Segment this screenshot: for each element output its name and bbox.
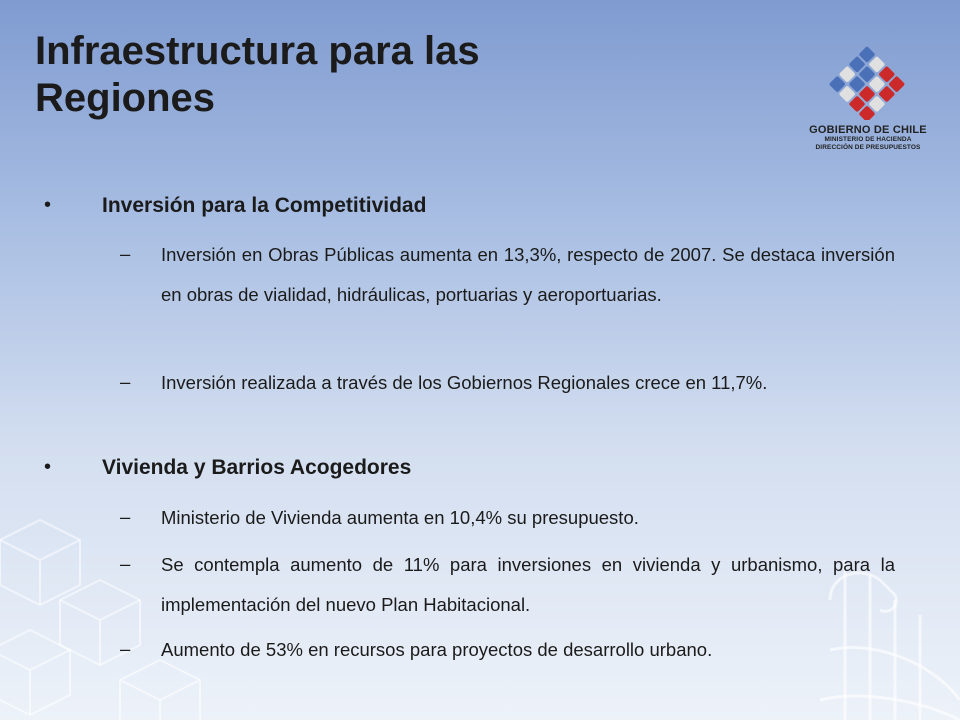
logo-line-3: DIRECCIÓN DE PRESUPUESTOS — [815, 144, 921, 151]
sub-bullet-marker: – — [120, 506, 131, 527]
logo-line-1: GOBIERNO DE CHILE — [809, 124, 927, 136]
bullet-heading: Inversión para la Competitividad — [102, 194, 427, 217]
sub-bullet-text: Se contempla aumento de 11% para inversiones en vivienda y urbanismo, para la implementación del nuevo Plan Habitacional. — [161, 554, 895, 615]
slide-title-line-1: Infraestructura para las — [35, 29, 480, 73]
sub-bullet-marker: – — [120, 553, 131, 574]
sub-bullet-text: Inversión en Obras Públicas aumenta en 13,3%, respecto de 2007. Se destaca inversión en obras de vialidad, hidráulicas, portuarias y aeroportuarias. — [161, 244, 895, 305]
bullet-marker: • — [44, 194, 52, 216]
gobierno-de-chile-logo — [800, 40, 940, 170]
slide-title — [35, 28, 480, 122]
sub-bullet-text: Ministerio de Vivienda aumenta en 10,4% su presupuesto. — [161, 507, 639, 528]
bullet-heading: Vivienda y Barrios Acogedores — [102, 456, 412, 479]
sub-bullet-marker: – — [120, 243, 131, 264]
slide-title-line-2: Regiones — [35, 76, 216, 120]
sub-bullet-text: Inversión realizada a través de los Gobiernos Regionales crece en 11,7%. — [161, 372, 768, 393]
logo-line-2: MINISTERIO DE HACIENDA — [824, 136, 912, 143]
logo-text — [800, 124, 936, 152]
sub-bullet-marker: – — [120, 371, 131, 392]
sub-bullet-text: Aumento de 53% en recursos para proyectos de desarrollo urbano. — [161, 639, 713, 660]
gobierno-de-chile-logo-icon — [822, 40, 912, 120]
bullet-marker: • — [44, 456, 52, 478]
sub-bullet-marker: – — [120, 638, 131, 659]
